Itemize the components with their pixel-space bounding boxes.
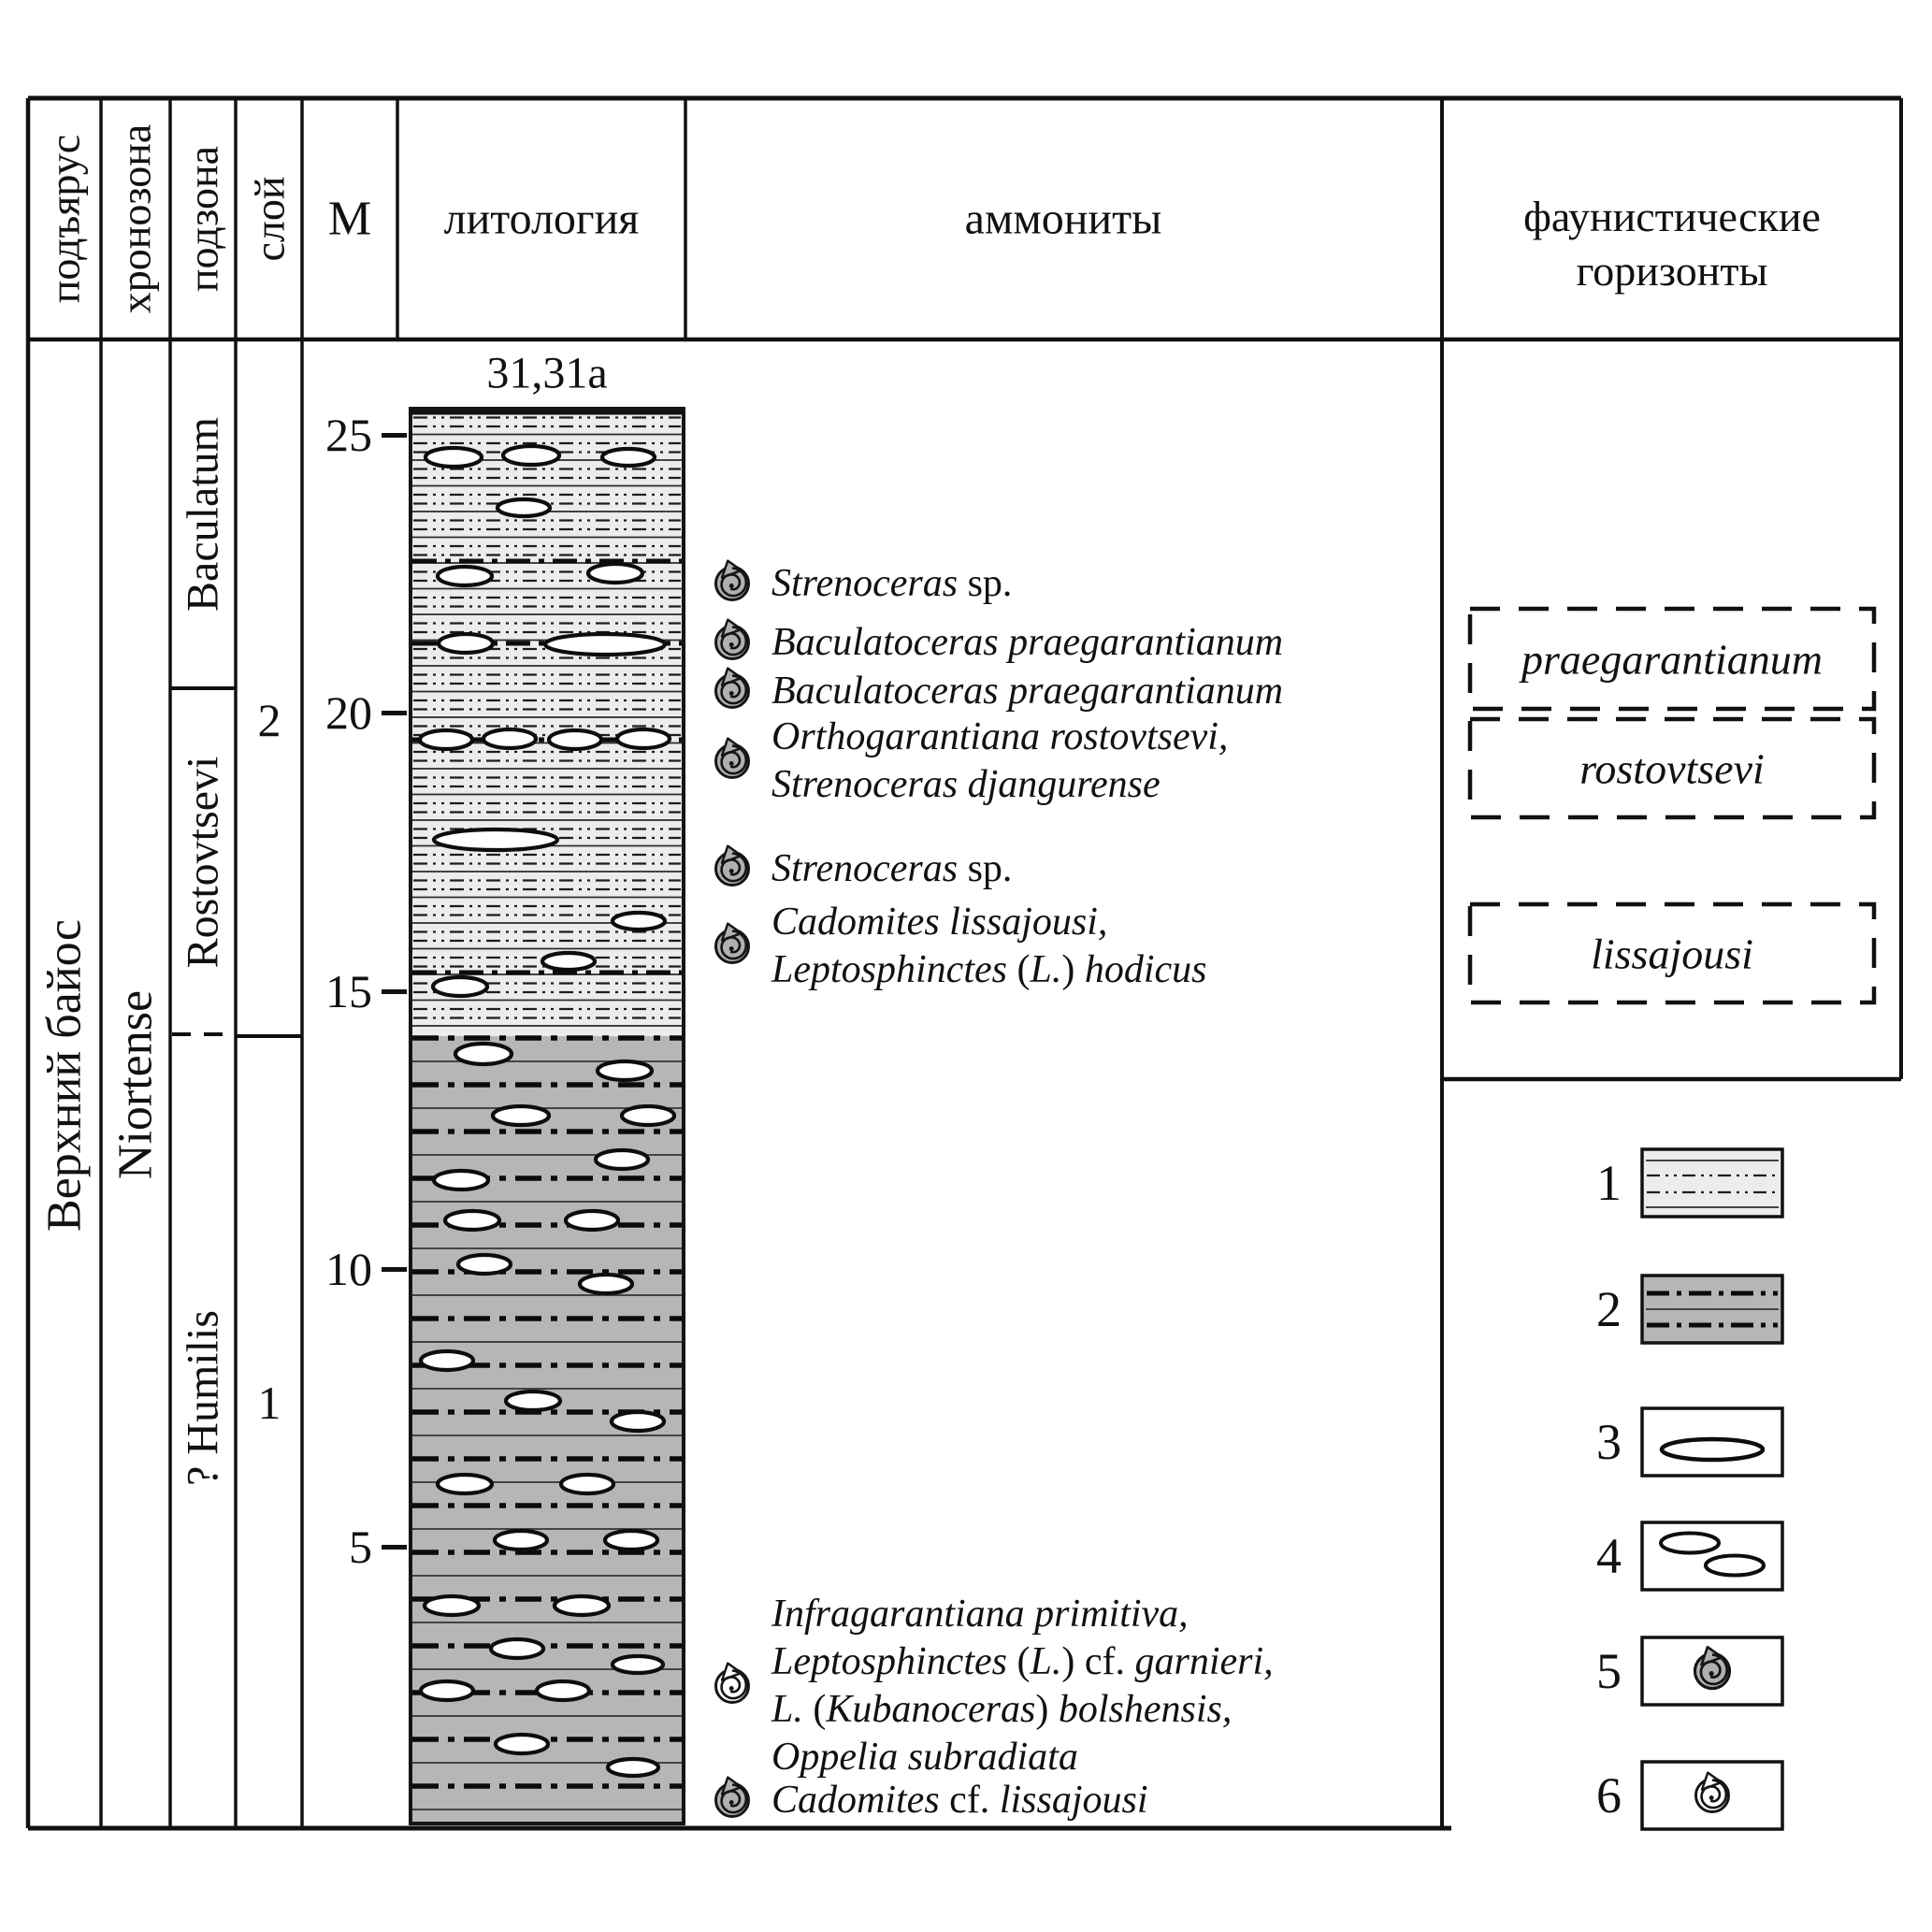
legend-number-6: 6: [1596, 1767, 1622, 1824]
subzone-rostovtsevi: Rostovtsevi: [178, 756, 228, 969]
header-bed: слой: [245, 176, 294, 262]
legend-swatch-gray-clay-pattern: [1642, 1276, 1782, 1343]
meter-tick-mark: [382, 1545, 407, 1550]
ammonite-find-label: Infragarantiana primitiva, Leptosphinctes (L.) cf. garnieri, L. (Kubanoceras) bolshensis, Oppelia subradiata: [771, 1593, 1274, 1779]
legend-swatch-carbonate-lens: [1642, 1408, 1782, 1476]
meter-tick-mark: [382, 1267, 407, 1272]
ammonite-filled-icon: [716, 1778, 749, 1817]
header-lithology: литология: [443, 194, 640, 244]
legend-swatch-ammonite-open: [1642, 1762, 1782, 1829]
meter-tick-label: 25: [325, 409, 372, 461]
bed-number-2: 2: [257, 694, 281, 746]
meter-tick-label: 20: [325, 686, 372, 739]
ammonite-filled-icon: [708, 557, 757, 610]
substage-upper-bajocian: Верхний байос: [37, 919, 92, 1232]
ammonite-find-label: Strenoceras sp.: [771, 846, 1013, 890]
ammonite-filled-icon: [716, 846, 749, 886]
ammonite-filled-icon: [708, 843, 757, 895]
ammonite-find-label: Strenoceras sp.: [771, 561, 1013, 605]
ammonite-find-label: Cadomites lissajousi, Leptosphinctes (L.) hodicus: [771, 901, 1207, 991]
header-faunal-horizons-line1: фаунистические: [1523, 193, 1821, 240]
meter-tick-mark: [382, 711, 407, 715]
horizon-rostovtsevi: rostovtsevi: [1579, 744, 1765, 793]
header-substage: подъярус: [40, 134, 89, 304]
ammonite-filled-icon: [716, 669, 749, 708]
bed-number-1: 1: [257, 1377, 281, 1429]
meter-tick-mark: [382, 989, 407, 994]
ammonite-find: [708, 616, 1283, 669]
legend-number-3: 3: [1596, 1414, 1622, 1470]
ammonite-filled-icon: [708, 616, 757, 669]
horizon-lissajousi: lissajousi: [1591, 930, 1753, 978]
legend-number-5: 5: [1596, 1643, 1622, 1699]
horizon-praegarantianum: praegarantianum: [1521, 635, 1823, 684]
legend-number-1: 1: [1596, 1155, 1622, 1211]
ammonite-filled-icon: [716, 739, 749, 778]
header-faunal-horizons-line2: горизонты: [1576, 247, 1768, 295]
ammonite-find: [708, 714, 1228, 809]
meter-tick-label: 10: [325, 1243, 372, 1295]
ammonite-find-label: Baculatoceras praegarantianum: [771, 620, 1284, 664]
meter-tick-label: 5: [349, 1521, 372, 1573]
header-chronozone: хронозона: [111, 123, 160, 314]
ammonite-filled-icon: [716, 924, 749, 963]
header-ammonites: аммониты: [964, 194, 1162, 244]
ammonite-find: [708, 557, 1012, 610]
ammonite-find-label: Baculatoceras praegarantianum: [771, 669, 1284, 713]
header-meters: М: [327, 192, 372, 246]
ammonite-open-icon: [716, 1664, 749, 1703]
legend-number-4: 4: [1596, 1528, 1622, 1584]
ammonite-filled-icon: [716, 561, 749, 600]
ammonite-filled-icon: [716, 620, 749, 659]
ammonite-open-icon: [708, 1660, 757, 1712]
ammonite-find: [708, 665, 1283, 717]
legend-swatch-small-nodules: [1642, 1522, 1782, 1590]
ammonite-find: [708, 899, 1207, 994]
legend-swatch-ammonite-filled: [1642, 1637, 1782, 1705]
meter-tick-mark: [382, 433, 407, 438]
subzone-baculatum: Baculatum: [178, 417, 228, 612]
ammonite-find: [708, 1591, 1274, 1781]
ammonite-find: [708, 1774, 1148, 1826]
legend-swatch-marl-dashdot-pattern: [1642, 1149, 1782, 1217]
lithology-column: [411, 409, 684, 1824]
header-subzone: подзона: [179, 145, 227, 293]
ammonite-filled-icon: [708, 1774, 757, 1826]
ammonite-find-label: Cadomites cf. lissajousi: [771, 1778, 1148, 1822]
legend-number-2: 2: [1596, 1281, 1622, 1337]
section-label: 31,31a: [486, 348, 608, 398]
ammonite-filled-icon: [708, 920, 757, 973]
ammonite-filled-icon: [708, 665, 757, 717]
meter-tick-label: 15: [325, 965, 372, 1017]
chronozone-niortense: Niortense: [108, 989, 163, 1180]
ammonite-find: [708, 843, 1012, 895]
ammonite-filled-icon: [708, 735, 757, 787]
subzone-humilis: ? Humilis: [178, 1310, 228, 1486]
ammonite-find-label: Orthogarantiana rostovtsevi, Strenoceras djangurense: [771, 715, 1229, 806]
legend: [1642, 1149, 1782, 1829]
